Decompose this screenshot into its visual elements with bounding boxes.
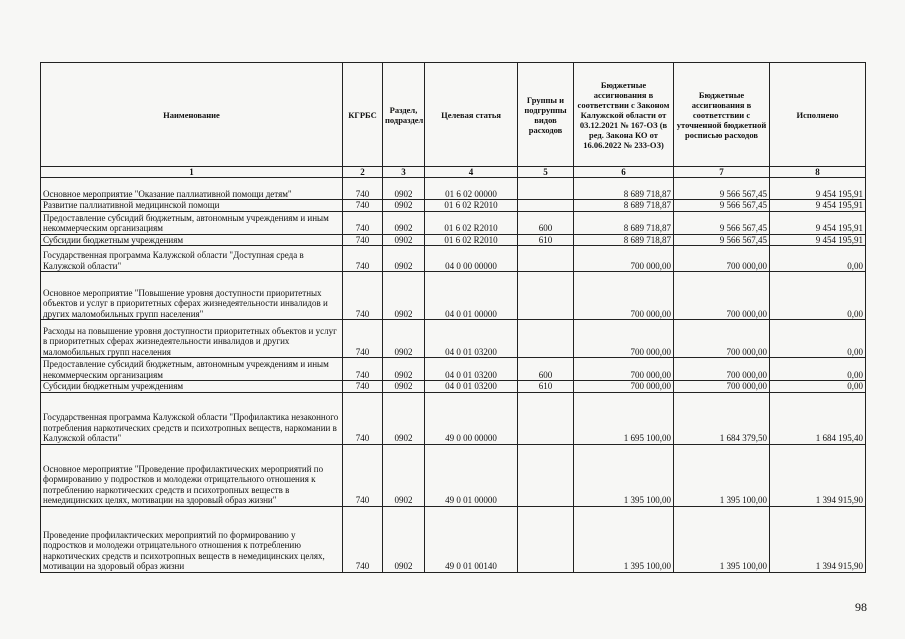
row-refined: 9 566 567,45 xyxy=(674,178,770,200)
column-number: 7 xyxy=(674,167,770,178)
table-row xyxy=(41,200,866,212)
row-refined: 700 000,00 xyxy=(674,272,770,320)
row-section: 0902 xyxy=(383,200,425,212)
table-header-row xyxy=(41,63,866,167)
row-group xyxy=(518,506,574,572)
row-executed: 0,00 xyxy=(770,272,866,320)
row-kgrbs: 740 xyxy=(343,178,383,200)
table-row xyxy=(41,444,866,506)
table-row xyxy=(41,246,866,272)
row-law: 1 695 100,00 xyxy=(574,392,674,444)
table-row xyxy=(41,178,866,200)
header-target: Целевая статья xyxy=(425,63,518,167)
row-refined: 9 566 567,45 xyxy=(674,200,770,212)
row-refined: 700 000,00 xyxy=(674,381,770,393)
row-kgrbs: 740 xyxy=(343,506,383,572)
row-kgrbs: 740 xyxy=(343,392,383,444)
row-name: Основное мероприятие "Повышение уровня доступности приоритетных объектов и услуг в приоритетных сферах жизнедеятельности инвалидов и других маломобильных групп населения" xyxy=(41,272,343,320)
row-kgrbs: 740 xyxy=(343,272,383,320)
table-row xyxy=(41,358,866,381)
row-target: 49 0 01 00140 xyxy=(425,506,518,572)
row-refined: 9 566 567,45 xyxy=(674,234,770,246)
row-group xyxy=(518,272,574,320)
row-target: 04 0 01 03200 xyxy=(425,381,518,393)
page-number: 98 xyxy=(855,600,867,614)
table-row xyxy=(41,506,866,572)
row-law: 700 000,00 xyxy=(574,381,674,393)
row-name: Расходы на повышение уровня доступности приоритетных объектов и услуг в приоритетных сферах жизнедеятельности инвалидов и других маломобильных групп населения xyxy=(41,320,343,358)
header-groups: Группы и подгруппы видов расходов xyxy=(518,63,574,167)
row-kgrbs: 740 xyxy=(343,211,383,234)
row-executed: 9 454 195,91 xyxy=(770,178,866,200)
row-section: 0902 xyxy=(383,392,425,444)
row-name: Государственная программа Калужской области "Доступная среда в Калужской области" xyxy=(41,246,343,272)
row-group xyxy=(518,246,574,272)
row-group: 610 xyxy=(518,234,574,246)
row-target: 04 0 01 00000 xyxy=(425,272,518,320)
row-refined: 1 684 379,50 xyxy=(674,392,770,444)
row-law: 700 000,00 xyxy=(574,272,674,320)
row-section: 0902 xyxy=(383,246,425,272)
row-name: Субсидии бюджетным учреждениям xyxy=(41,381,343,393)
row-target: 49 0 00 00000 xyxy=(425,392,518,444)
row-group xyxy=(518,444,574,506)
column-number-row xyxy=(41,167,866,178)
row-section: 0902 xyxy=(383,444,425,506)
row-kgrbs: 740 xyxy=(343,358,383,381)
row-group xyxy=(518,178,574,200)
row-target: 04 0 00 00000 xyxy=(425,246,518,272)
budget-table xyxy=(40,62,866,573)
row-law: 8 689 718,87 xyxy=(574,178,674,200)
row-section: 0902 xyxy=(383,272,425,320)
row-name: Основное мероприятие "Оказание паллиативной помощи детям" xyxy=(41,178,343,200)
row-name: Предоставление субсидий бюджетным, автономным учреждениям и иным некоммерческим организациям xyxy=(41,358,343,381)
row-executed: 0,00 xyxy=(770,320,866,358)
row-section: 0902 xyxy=(383,211,425,234)
table-row xyxy=(41,392,866,444)
row-refined: 700 000,00 xyxy=(674,246,770,272)
row-refined: 9 566 567,45 xyxy=(674,211,770,234)
row-executed: 9 454 195,91 xyxy=(770,200,866,212)
row-section: 0902 xyxy=(383,234,425,246)
row-kgrbs: 740 xyxy=(343,246,383,272)
row-executed: 9 454 195,91 xyxy=(770,234,866,246)
row-kgrbs: 740 xyxy=(343,444,383,506)
header-executed: Исполнено xyxy=(770,63,866,167)
row-kgrbs: 740 xyxy=(343,200,383,212)
row-law: 1 395 100,00 xyxy=(574,506,674,572)
row-target: 04 0 01 03200 xyxy=(425,358,518,381)
column-number: 4 xyxy=(425,167,518,178)
row-section: 0902 xyxy=(383,506,425,572)
row-target: 01 6 02 R2010 xyxy=(425,200,518,212)
column-number: 2 xyxy=(343,167,383,178)
row-name: Развитие паллиативной медицинской помощи xyxy=(41,200,343,212)
row-group: 600 xyxy=(518,211,574,234)
column-number: 5 xyxy=(518,167,574,178)
row-group xyxy=(518,320,574,358)
column-number: 1 xyxy=(41,167,343,178)
header-refined: Бюджетные ассигнования в соответствии с уточненной бюджетной росписью расходов xyxy=(674,63,770,167)
row-executed: 1 394 915,90 xyxy=(770,444,866,506)
row-group: 600 xyxy=(518,358,574,381)
header-section: Раздел, подраздел xyxy=(383,63,425,167)
row-law: 8 689 718,87 xyxy=(574,211,674,234)
row-law: 700 000,00 xyxy=(574,246,674,272)
row-law: 1 395 100,00 xyxy=(574,444,674,506)
row-refined: 1 395 100,00 xyxy=(674,444,770,506)
row-kgrbs: 740 xyxy=(343,381,383,393)
row-law: 8 689 718,87 xyxy=(574,200,674,212)
row-name: Государственная программа Калужской области "Профилактика незаконного потребления наркотических средств и психотропных веществ, наркомании в Калужской области" xyxy=(41,392,343,444)
row-refined: 700 000,00 xyxy=(674,320,770,358)
table-row xyxy=(41,320,866,358)
row-executed: 1 394 915,90 xyxy=(770,506,866,572)
row-name: Субсидии бюджетным учреждениям xyxy=(41,234,343,246)
row-law: 700 000,00 xyxy=(574,358,674,381)
row-section: 0902 xyxy=(383,320,425,358)
row-target: 01 6 02 R2010 xyxy=(425,211,518,234)
header-name: Наименование xyxy=(41,63,343,167)
row-executed: 0,00 xyxy=(770,381,866,393)
row-section: 0902 xyxy=(383,358,425,381)
row-group: 610 xyxy=(518,381,574,393)
row-executed: 0,00 xyxy=(770,358,866,381)
column-number: 8 xyxy=(770,167,866,178)
table-row xyxy=(41,272,866,320)
table-row xyxy=(41,234,866,246)
row-section: 0902 xyxy=(383,178,425,200)
row-group xyxy=(518,200,574,212)
row-kgrbs: 740 xyxy=(343,320,383,358)
row-kgrbs: 740 xyxy=(343,234,383,246)
row-name: Предоставление субсидий бюджетным, автономным учреждениям и иным некоммерческим организациям xyxy=(41,211,343,234)
row-section: 0902 xyxy=(383,381,425,393)
row-executed: 1 684 195,40 xyxy=(770,392,866,444)
row-executed: 9 454 195,91 xyxy=(770,211,866,234)
row-target: 01 6 02 00000 xyxy=(425,178,518,200)
row-name: Проведение профилактических мероприятий по формированию у подростков и молодежи отрицательного отношения к потреблению наркотических средств и психотропных веществ в немедицинских целях, мотивации на здоровый образ жизни xyxy=(41,506,343,572)
header-law: Бюджетные ассигнования в соответствии с Законом Калужской области от 03.12.2021 № 167-ОЗ (в ред. Закона КО от 16.06.2022 № 233-ОЗ) xyxy=(574,63,674,167)
row-target: 01 6 02 R2010 xyxy=(425,234,518,246)
table-row xyxy=(41,211,866,234)
column-number: 3 xyxy=(383,167,425,178)
row-executed: 0,00 xyxy=(770,246,866,272)
row-law: 700 000,00 xyxy=(574,320,674,358)
row-target: 49 0 01 00000 xyxy=(425,444,518,506)
row-law: 8 689 718,87 xyxy=(574,234,674,246)
row-refined: 700 000,00 xyxy=(674,358,770,381)
row-target: 04 0 01 03200 xyxy=(425,320,518,358)
table-row xyxy=(41,381,866,393)
row-refined: 1 395 100,00 xyxy=(674,506,770,572)
row-group xyxy=(518,392,574,444)
column-number: 6 xyxy=(574,167,674,178)
header-kgrbs: КГРБС xyxy=(343,63,383,167)
row-name: Основное мероприятие "Проведение профилактических мероприятий по формированию у подростков и молодежи отрицательного отношения к потреблению наркотических средств и психотропных веществ в немедицинских целях, мотивации на здоровый образ жизни" xyxy=(41,444,343,506)
